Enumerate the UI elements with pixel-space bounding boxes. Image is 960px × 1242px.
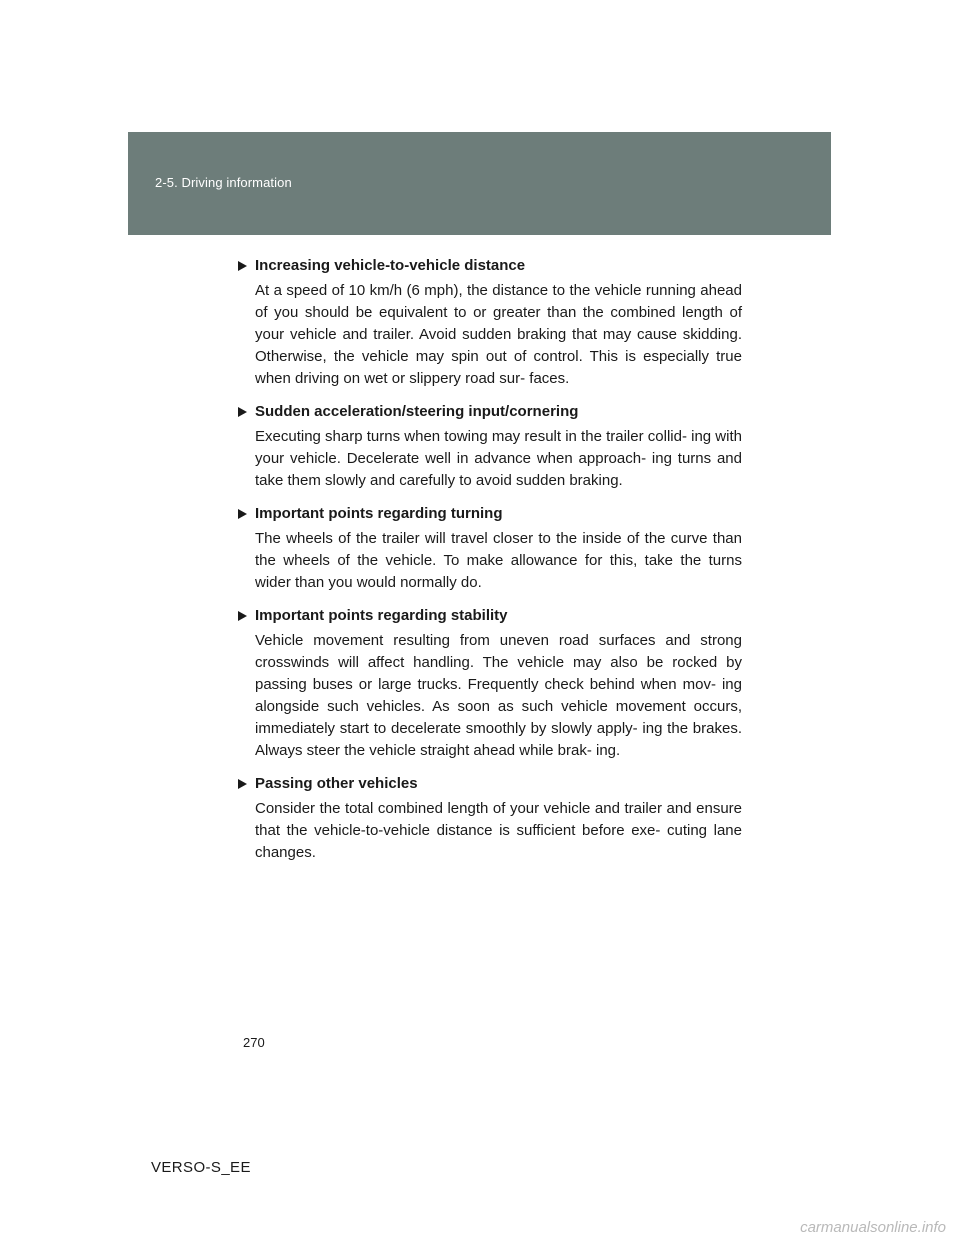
topic-heading-text: Important points regarding turning bbox=[255, 505, 503, 522]
topic-heading bbox=[236, 502, 742, 525]
page-number: 270 bbox=[243, 1035, 265, 1050]
topic-body: Consider the total combined length of your vehicle and trailer and ensure that the vehicle-to-vehicle distance is sufficient before exe- cuting lane changes. bbox=[255, 800, 742, 861]
topic-vehicle-distance bbox=[236, 254, 742, 390]
triangle-bullet-icon bbox=[238, 261, 247, 271]
model-code: VERSO-S_EE bbox=[151, 1159, 251, 1176]
topic-body: The wheels of the trailer will travel closer to the inside of the curve than the wheels of the vehicle. To make allowance for this, take the turns wider than you would normally do. bbox=[255, 530, 742, 591]
topic-body: At a speed of 10 km/h (6 mph), the distance to the vehicle running ahead of you should be equivalent to or greater than the combined length of your vehicle and trailer. Avoid sudden braking that may cause skidding. Otherwise, the vehicle may spin out of control. This is especially true when driving on wet or slippery road sur- faces. bbox=[255, 282, 742, 387]
topic-heading-text: Sudden acceleration/steering input/cornering bbox=[255, 403, 579, 420]
triangle-bullet-icon bbox=[238, 509, 247, 519]
topic-passing bbox=[236, 772, 742, 864]
topic-heading-text: Increasing vehicle-to-vehicle distance bbox=[255, 257, 526, 274]
topic-heading bbox=[236, 254, 742, 277]
topic-stability bbox=[236, 604, 742, 762]
topic-body: Vehicle movement resulting from uneven road surfaces and strong crosswinds will affect handling. The vehicle may also be rocked by passing buses or large trucks. Frequently check behind when mov- ing alongside such vehicles. As soon as such vehicle movement occurs, immediately start to decelerate smoothly by slowly apply- ing the brakes. Always steer the vehicle straight ahead while brak- ing. bbox=[255, 632, 742, 759]
topic-heading-text: Passing other vehicles bbox=[255, 775, 418, 792]
topic-sudden-acceleration bbox=[236, 400, 742, 492]
topic-heading bbox=[236, 604, 742, 627]
watermark: carmanualsonline.info bbox=[800, 1219, 946, 1236]
topic-body: Executing sharp turns when towing may result in the trailer collid- ing with your vehicle. Decelerate well in advance when approach- ing turns and take them slowly and carefully to avoid sudden braking. bbox=[255, 428, 742, 489]
page-content bbox=[236, 254, 742, 874]
section-title: 2-5. Driving information bbox=[155, 175, 292, 190]
topic-heading-text: Important points regarding stability bbox=[255, 607, 508, 624]
topic-heading bbox=[236, 400, 742, 423]
topic-heading bbox=[236, 772, 742, 795]
triangle-bullet-icon bbox=[238, 407, 247, 417]
triangle-bullet-icon bbox=[238, 611, 247, 621]
topic-turning bbox=[236, 502, 742, 594]
triangle-bullet-icon bbox=[238, 779, 247, 789]
